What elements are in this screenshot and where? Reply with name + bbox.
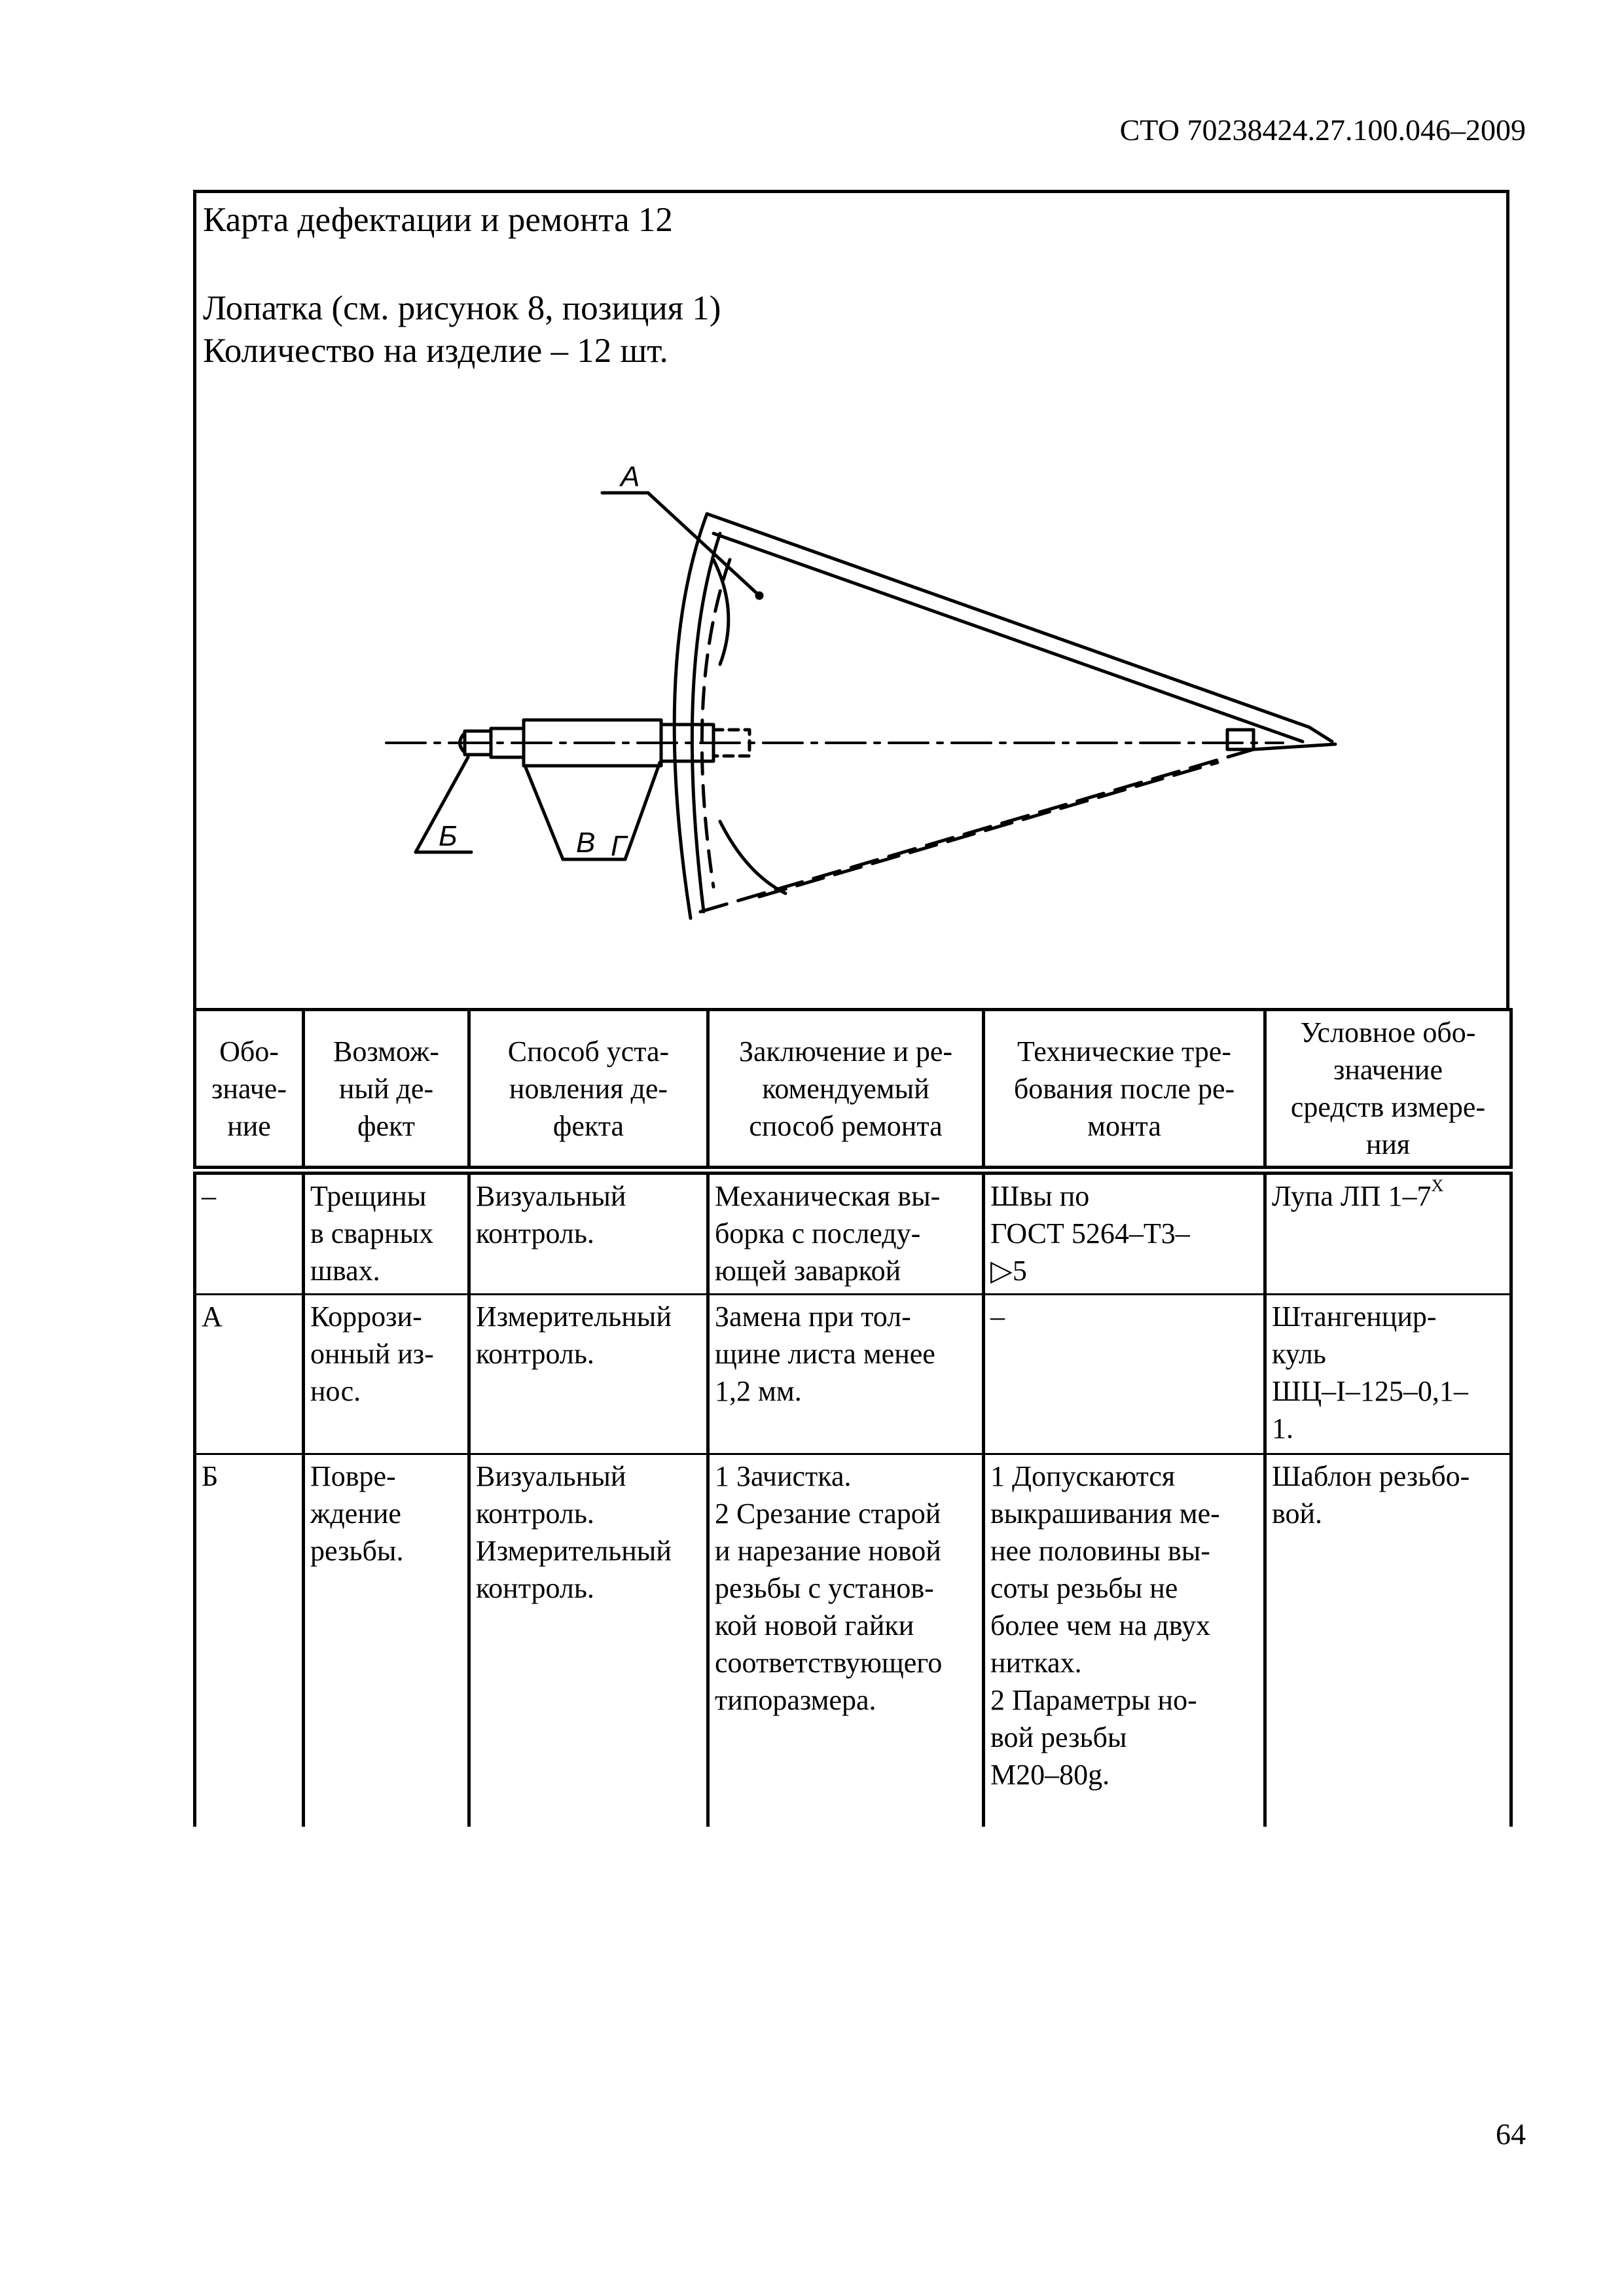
part-quantity: Количество на изделие – 12 шт. [203, 332, 668, 370]
cell-mark: А [195, 1295, 304, 1454]
header-instrument: Условное обо- значение средств измере- ния [1265, 1010, 1511, 1171]
header-detection-method: Способ уста- новления де- фекта [469, 1010, 708, 1171]
cell-defect: Повре- ждение резьбы. [304, 1454, 469, 1827]
leader-g [625, 762, 660, 859]
leader-v [525, 766, 563, 859]
blade-outer-arc [674, 514, 707, 918]
defect-card-frame [193, 190, 1509, 1009]
cell-method: Визуальный контроль. Измерительный контроль. [469, 1454, 708, 1827]
cell-requirements: 1 Допускаются выкрашивания ме- нее половины вы- соты резьбы не более чем на двух нитках. 2 Параметры но- вой резьбы М20–80g. [984, 1454, 1265, 1827]
cell-defect: Трещины в сварных швах. [304, 1170, 469, 1295]
header-repair-method: Заключение и ре- комендуемый способ ремонта [708, 1010, 984, 1171]
cell-conclusion: Замена при тол- щине листа менее 1,2 мм. [708, 1295, 984, 1454]
cell-method: Визуальный контроль. [469, 1170, 708, 1295]
table-row [195, 1170, 1511, 1295]
cell-conclusion: Механическая вы- борка с последу- ющей заваркой [708, 1170, 984, 1295]
cell-mark: – [195, 1170, 304, 1295]
defect-table [193, 1008, 1513, 1827]
instrument-text: Лупа ЛП 1–7 [1272, 1180, 1432, 1212]
blade-lower-edge-inner [759, 762, 1218, 897]
instrument-superscript: X [1431, 1176, 1444, 1195]
corrosion-zone-bottom [720, 821, 785, 893]
cell-instrument [1265, 1170, 1511, 1295]
blade-top-edge-inner [713, 533, 1303, 742]
blade-tip-upper [1309, 727, 1332, 742]
leader-a-dot [757, 593, 762, 598]
cell-method: Измерительный контроль. [469, 1295, 708, 1454]
blade-inner-arc [692, 533, 720, 912]
table-header-row [195, 1010, 1511, 1171]
cell-conclusion: 1 Зачистка. 2 Срезание старой и нарезание новой резьбы с установ- кой новой гайки соответствующего типоразмера. [708, 1454, 984, 1827]
label-b: Б [439, 820, 458, 852]
cell-defect: Коррози- онный из- нос. [304, 1295, 469, 1454]
cell-instrument: Штангенцир- куль ШЦ–I–125–0,1– 1. [1265, 1295, 1511, 1454]
blade-top-edge [707, 514, 1309, 727]
label-a: А [621, 461, 640, 493]
cell-instrument: Шаблон резьбо- вой. [1265, 1454, 1511, 1827]
cell-requirements: Швы по ГОСТ 5264–Т3– ▷5 [984, 1170, 1265, 1295]
table-row [195, 1454, 1511, 1827]
tip-fitting [1227, 730, 1254, 749]
blade-tip-lower [1254, 744, 1335, 749]
table-row [195, 1295, 1511, 1454]
header-requirements: Технические тре- бования после ре- монта [984, 1010, 1265, 1171]
card-title: Карта дефектации и ремонта 12 [203, 201, 673, 239]
header-defect: Возмож- ный де- фект [304, 1010, 469, 1171]
document-code: СТО 70238424.27.100.046–2009 [1119, 113, 1526, 147]
cell-requirements: – [984, 1295, 1265, 1454]
header-designation: Обо- значе- ние [195, 1010, 304, 1171]
label-v: В [576, 827, 596, 859]
part-name: Лопатка (см. рисунок 8, позиция 1) [203, 289, 721, 327]
blade-lower-edge [700, 749, 1254, 912]
label-g: Г [611, 830, 626, 862]
page-number: 64 [1496, 2117, 1526, 2151]
blade-drawing [196, 193, 1506, 1012]
cell-mark: Б [195, 1454, 304, 1827]
